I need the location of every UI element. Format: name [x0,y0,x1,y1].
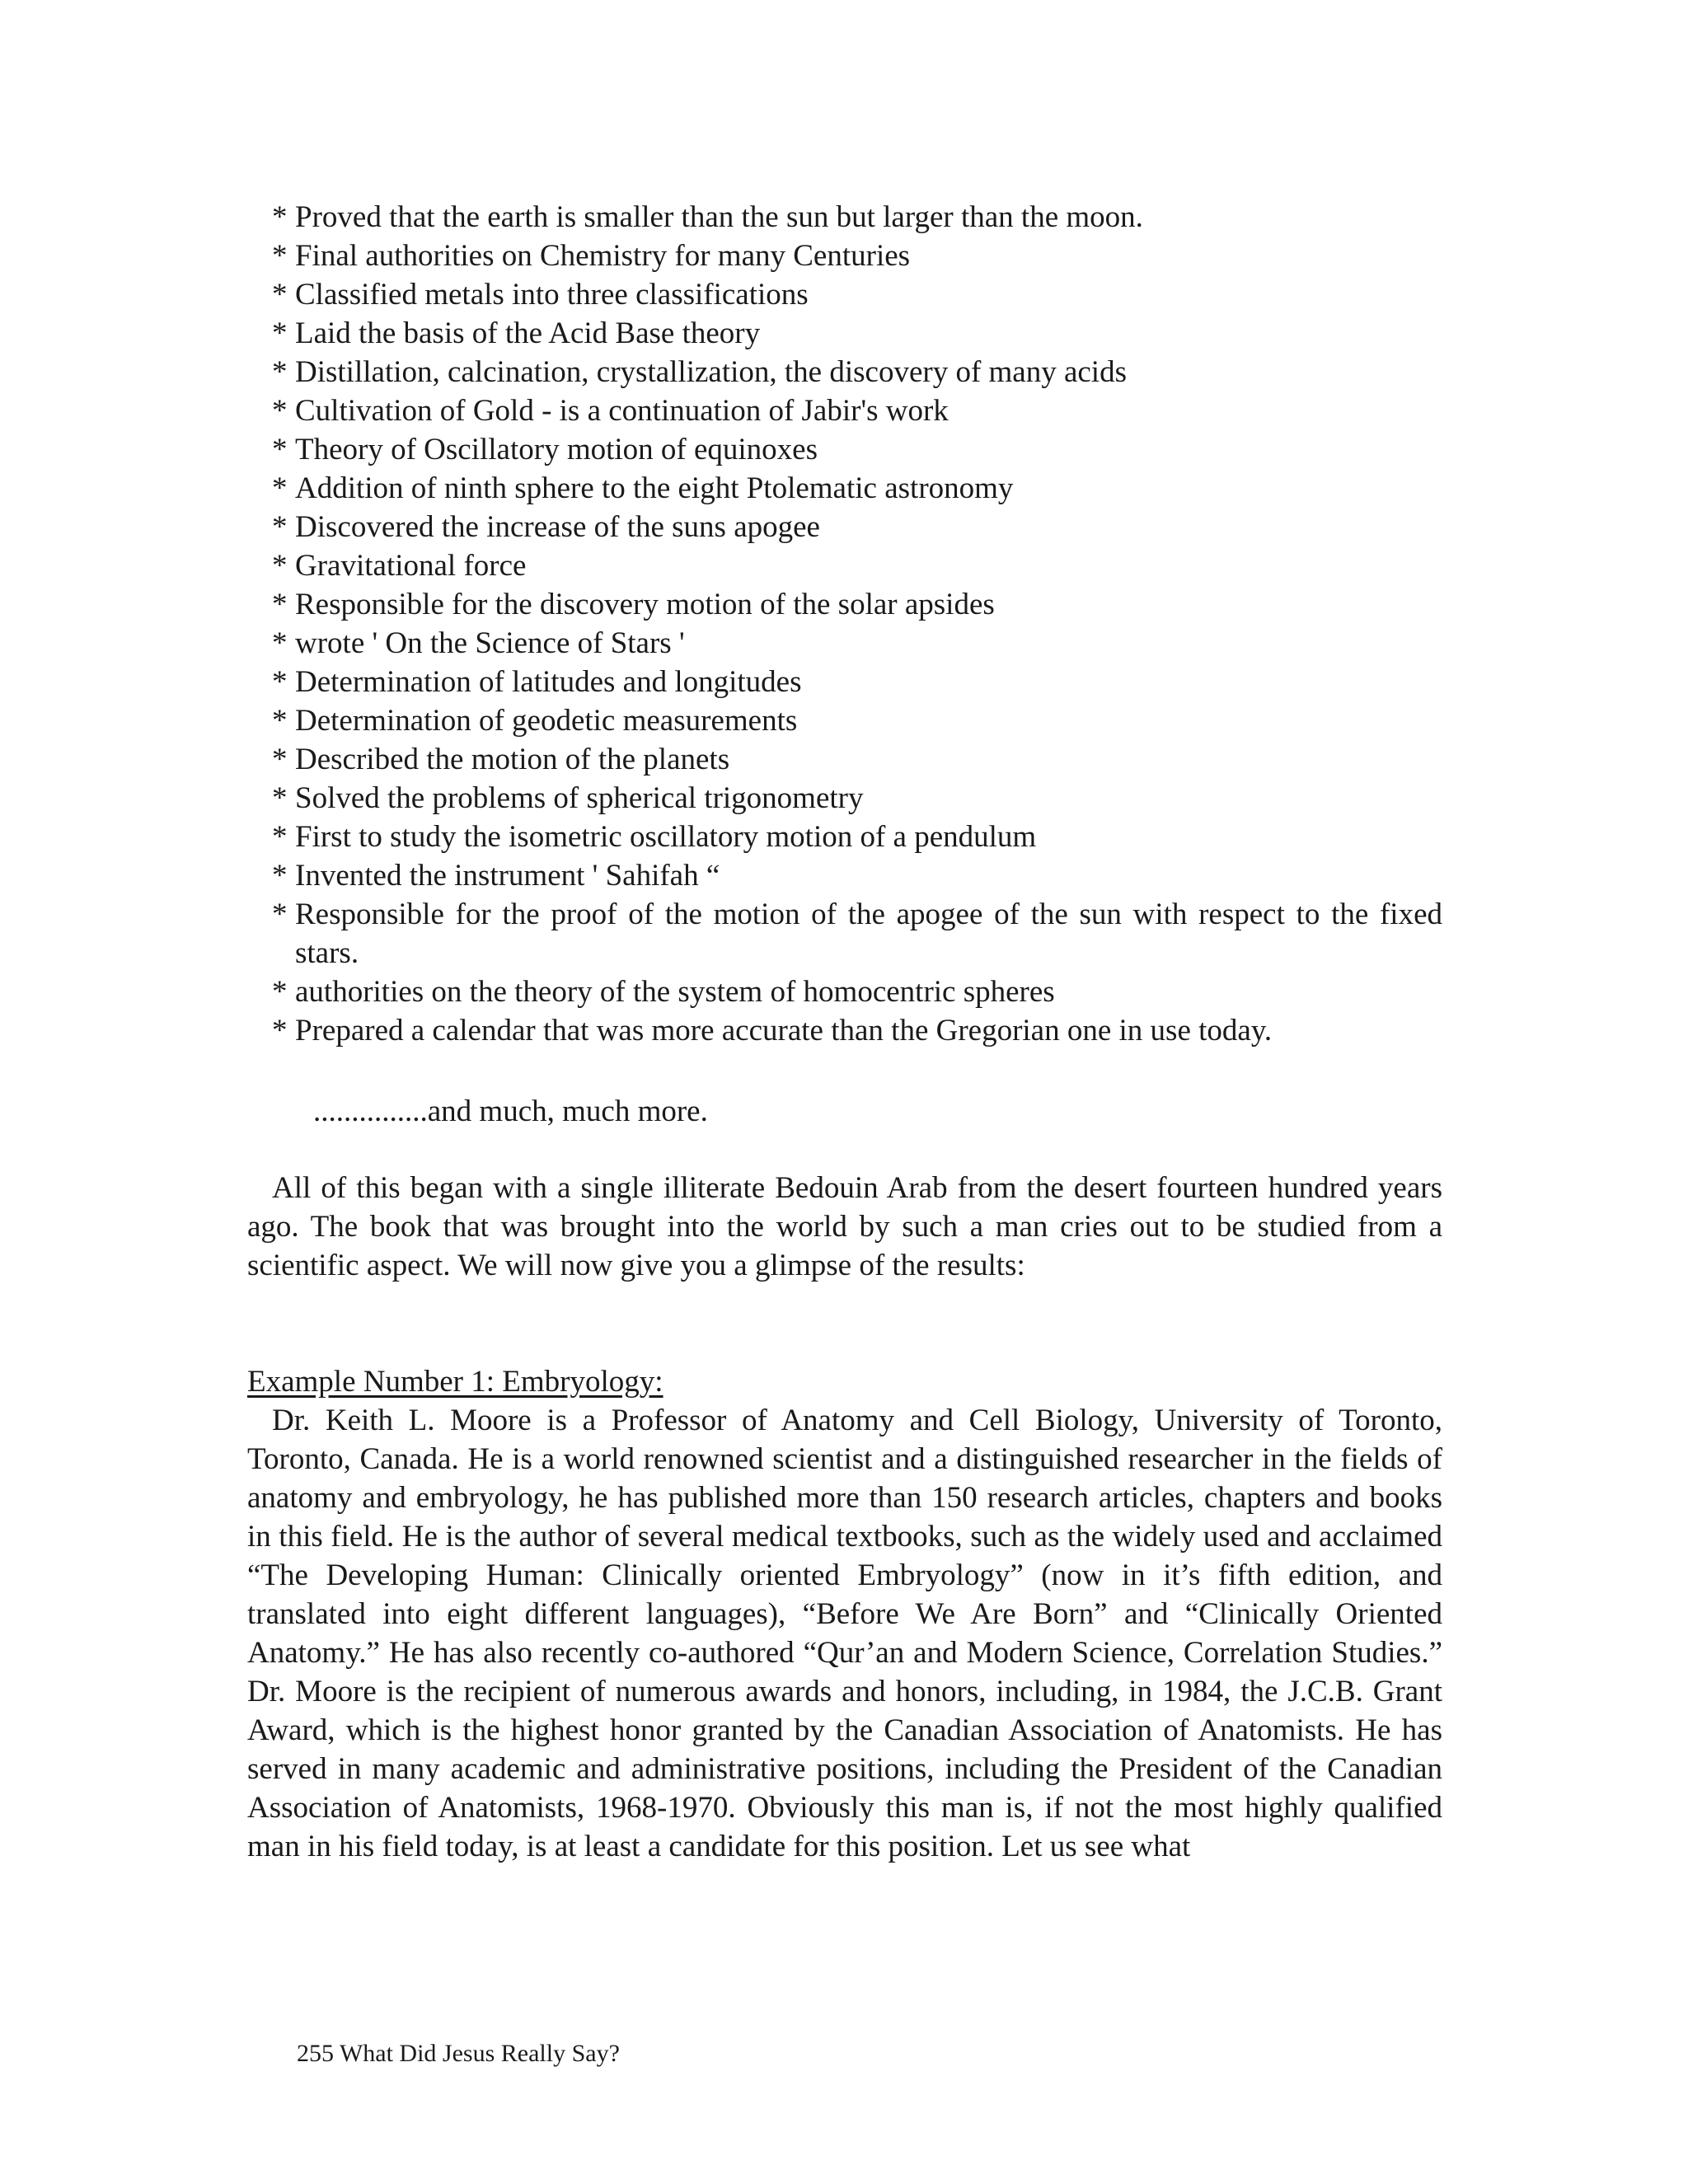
list-item [272,740,1442,779]
list-item [272,663,1442,701]
list-item-text: Discovered the increase of the suns apogee [295,510,820,544]
bullet-asterisk: * [272,588,288,621]
page-footer: 255 What Did Jesus Really Say? [297,2040,620,2067]
list-item [272,856,1442,895]
list-item-text: Addition of ninth sphere to the eight Ptolematic astronomy [295,471,1014,505]
list-item [272,237,1442,275]
bullet-asterisk: * [272,471,288,505]
list-item [272,508,1442,546]
bullet-asterisk: * [272,1014,288,1047]
bullet-asterisk: * [272,859,288,893]
bullet-asterisk: * [272,975,288,1009]
list-item [272,353,1442,391]
bullet-asterisk: * [272,355,288,389]
bullet-asterisk: * [272,626,288,660]
bullet-asterisk: * [272,278,288,312]
list-item [272,275,1442,314]
list-item-text: Gravitational force [295,549,527,583]
list-item-text: Theory of Oscillatory motion of equinoxes [295,433,818,466]
moore-paragraph: Dr. Keith L. Moore is a Professor of Anatomy and Cell Biology, University of Toronto, Toronto, Canada. He is a world renowned scientist and a distinguished researcher in the fields of anatomy and embryology, he has published more than 150 research articles, chapters and books in this field. He is the author of several medical textbooks, such as the widely used and acclaimed “The Developing Human: Clinically oriented Embryology” (now in it’s fifth edition, and translated into eight different languages), “Before We Are Born” and “Clinically Oriented Anatomy.” He has also recently co-authored “Qur’an and Modern Science, Correlation Studies.” Dr. Moore is the recipient of numerous awards and honors, including, in 1984, the J.C.B. Grant Award, which is the highest honor granted by the Canadian Association of Anatomists. He has served in many academic and administrative positions, including the President of the Canadian Association of Anatomists, 1968-1970. Obviously this man is, if not the most highly qualified man in his field today, is at least a candidate for this position. Let us see what [247,1404,1442,1863]
list-item-text: Distillation, calcination, crystallization, the discovery of many acids [295,355,1127,389]
list-item [272,895,1442,972]
and-much-more-line: ...............and much, much more. [313,1094,708,1128]
list-item [272,818,1442,856]
list-item-text: Prepared a calendar that was more accurate than the Gregorian one in use today. [295,1014,1273,1047]
bullet-asterisk: * [272,200,288,234]
bullet-asterisk: * [272,549,288,583]
list-item-text: Proved that the earth is smaller than the sun but larger than the moon. [295,200,1143,234]
list-item [272,779,1442,818]
list-item [272,1011,1442,1050]
bullet-asterisk: * [272,898,288,931]
bullet-asterisk: * [272,433,288,466]
section-heading: Example Number 1: Embryology: [247,1365,663,1399]
bullet-asterisk: * [272,781,288,815]
bullet-asterisk: * [272,510,288,544]
bullet-asterisk: * [272,239,288,273]
list-item [272,314,1442,353]
intro-paragraph: All of this began with a single illiterate Bedouin Arab from the desert fourteen hundred years ago. The book that was brought into the world by such a man cries out to be studied from a scientific aspect. We will now give you a glimpse of the results: [247,1171,1442,1282]
achievements-list [272,198,1442,1050]
list-item [272,469,1442,508]
list-item [272,430,1442,469]
list-item-text: First to study the isometric oscillatory motion of a pendulum [295,820,1037,854]
list-item [272,546,1442,585]
bullet-asterisk: * [272,743,288,776]
list-item-text: Responsible for the discovery motion of the solar apsides [295,588,995,621]
list-item-text: Solved the problems of spherical trigonometry [295,781,864,815]
list-item-text: Cultivation of Gold - is a continuation of Jabir's work [295,394,949,428]
list-item-text: Described the motion of the planets [295,743,730,776]
list-item [272,624,1442,663]
bullet-asterisk: * [272,820,288,854]
list-item-text: authorities on the theory of the system of homocentric spheres [295,975,1055,1009]
list-item-text: wrote ' On the Science of Stars ' [295,626,685,660]
list-item [272,391,1442,430]
list-item-text: Determination of latitudes and longitudes [295,665,802,699]
bullet-asterisk: * [272,704,288,738]
list-item [272,972,1442,1011]
bullet-asterisk: * [272,665,288,699]
list-item-text: Determination of geodetic measurements [295,704,798,738]
list-item-text: Final authorities on Chemistry for many Centuries [295,239,911,273]
list-item [272,198,1442,237]
list-item-text: Responsible for the proof of the motion of the apogee of the sun with respect to the fixed stars. [295,898,1442,970]
list-item-text: Laid the basis of the Acid Base theory [295,316,761,350]
list-item [272,701,1442,740]
bullet-asterisk: * [272,394,288,428]
bullet-asterisk: * [272,316,288,350]
list-item-text: Invented the instrument ' Sahifah “ [295,859,720,893]
list-item [272,585,1442,624]
list-item-text: Classified metals into three classifications [295,278,809,312]
